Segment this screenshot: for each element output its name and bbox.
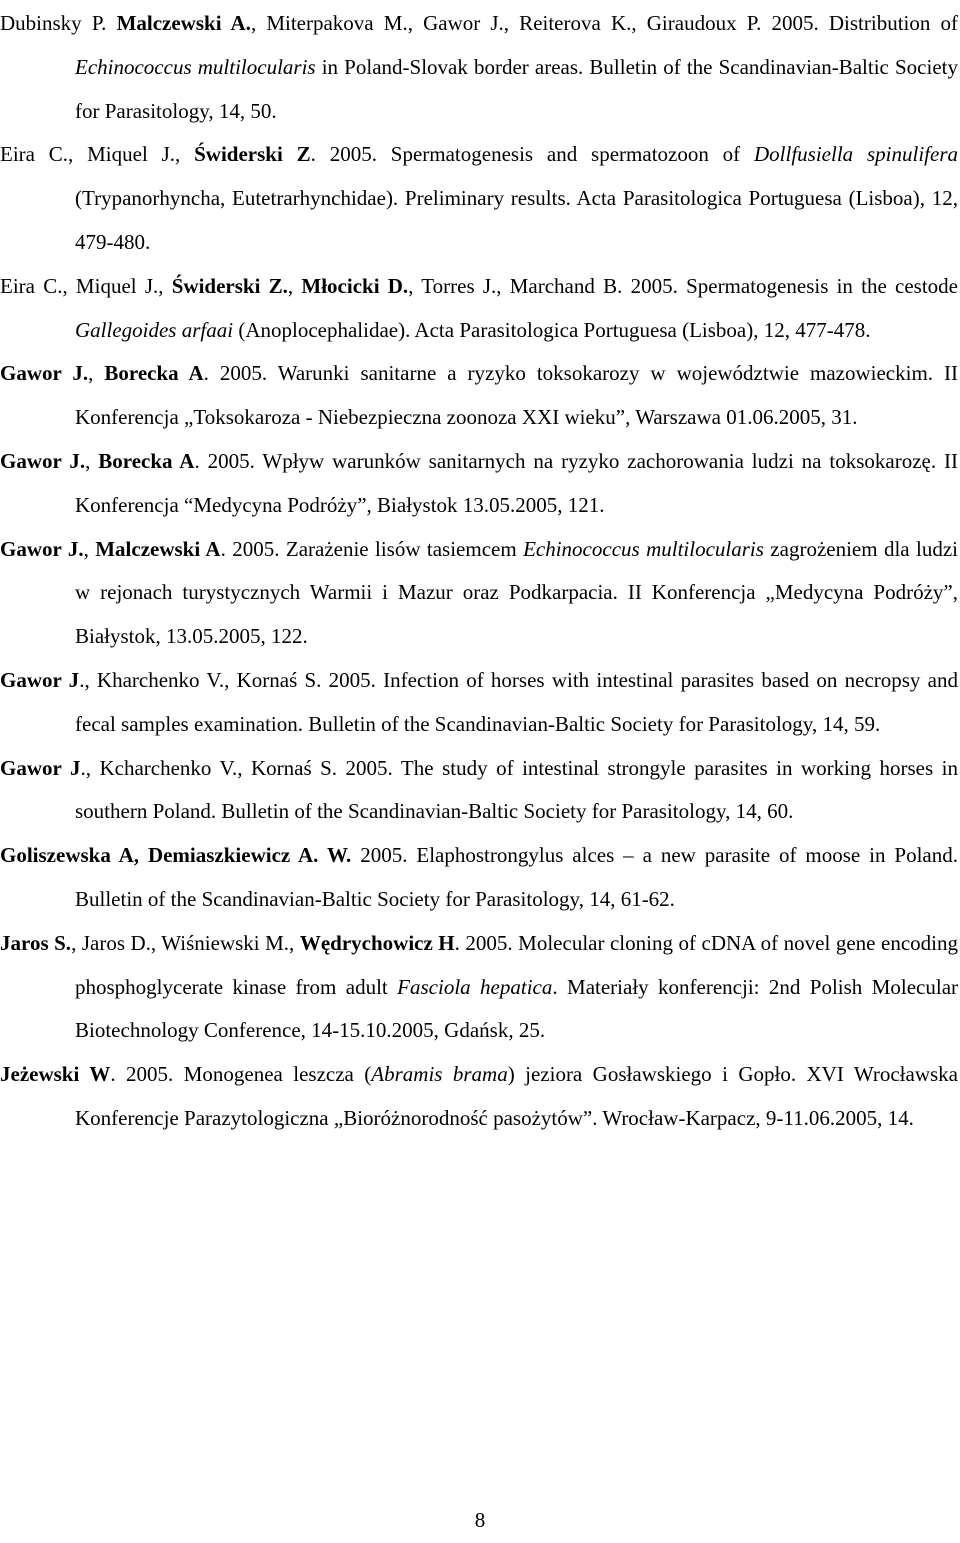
species-name: Fasciola hepatica	[397, 974, 553, 999]
author-name: Gawor J.	[0, 361, 89, 386]
reference-text: ,	[83, 536, 96, 561]
reference-text: . 2005. Molecular cloning of cDNA of novel gene encoding phosphoglycerate kinase from adult	[75, 930, 958, 999]
author-name: Świderski Z	[194, 142, 311, 167]
reference-text: . 2005. Monogenea leszcza (	[110, 1062, 372, 1087]
reference-text: ) jeziora Gosławskiego i Gopło. XVI Wrocławska Konferencje Parazytologiczna „Bioróżnorodność pasożytów”. Wrocław-Karpacz, 9-11.06.2005, 14.	[75, 1062, 958, 1130]
reference-list	[0, 2, 958, 1141]
reference-text: in Poland-Slovak border areas. Bulletin of the Scandinavian-Baltic Society for Parasitology, 14, 50.	[75, 54, 958, 123]
author-name: Borecka A	[98, 448, 195, 473]
author-name: Wędrychowicz H	[299, 930, 455, 955]
author-name: Gawor J	[0, 667, 80, 692]
species-name: Dollfusiella spinulifera	[754, 142, 958, 167]
reference-text: ,	[88, 361, 105, 386]
reference-entry	[0, 2, 958, 133]
reference-entry	[0, 1053, 958, 1141]
reference-entry	[0, 265, 958, 353]
reference-entry	[0, 133, 958, 264]
reference-text: . 2005. Wpływ warunków sanitarnych na ryzyko zachorowania ludzi na toksokarozę. II Konferencja “Medycyna Podróży”, Białystok 13.05.2005, 121.	[75, 448, 959, 517]
reference-text: 2005. Elaphostrongylus alces – a new parasite of moose in Poland. Bulletin of the Scandinavian-Baltic Society for Parasitology, 14, 61-62.	[75, 843, 958, 911]
reference-entry	[0, 440, 958, 528]
reference-text: (Trypanorhyncha, Eutetrarhynchidae). Preliminary results. Acta Parasitologica Portuguesa (Lisboa), 12, 479-480.	[75, 186, 958, 254]
author-name: Goliszewska A, Demiaszkiewicz A. W.	[0, 843, 352, 868]
reference-text: , Jaros D., Wiśniewski M.,	[71, 930, 300, 955]
author-name: Gawor J	[0, 755, 81, 780]
reference-text: ., Kharchenko V., Kornaś S. 2005. Infection of horses with intestinal parasites based on necropsy and fecal samples examination. Bulletin of the Scandinavian-Baltic Society for Parasitology, 14, 59.	[75, 667, 958, 736]
species-name: Echinococcus multilocularis	[523, 536, 764, 561]
reference-entry	[0, 528, 958, 659]
reference-text: , Torres J., Marchand B. 2005. Spermatogenesis in the cestode	[408, 273, 959, 298]
reference-entry	[0, 922, 958, 1053]
reference-entry	[0, 747, 958, 835]
reference-text: Dubinsky P.	[0, 11, 117, 35]
author-name: Jeżewski W	[0, 1062, 111, 1087]
author-name: Gawor J.	[0, 536, 84, 561]
reference-text: ., Kcharchenko V., Kornaś S. 2005. The study of intestinal strongyle parasites in working horses in southern Poland. Bulletin of the Scandinavian-Baltic Society for Parasitology, 14, 60.	[75, 755, 958, 824]
author-name: Gawor J.	[0, 448, 86, 473]
author-name: Świderski Z.	[171, 273, 288, 298]
reference-text: , Miterpakova M., Gawor J., Reiterova K., Giraudoux P. 2005. Distribution of	[250, 11, 958, 35]
species-name: Gallegoides arfaai	[75, 317, 234, 342]
reference-text: Eira C., Miquel J.,	[0, 273, 172, 298]
reference-text: . 2005. Warunki sanitarne a ryzyko toksokarozy w województwie mazowieckim. II Konferencja „Toksokaroza - Niebezpieczna zoonoza XXI wieku”, Warszawa 01.06.2005, 31.	[75, 361, 959, 430]
species-name: Abramis brama	[371, 1062, 508, 1087]
reference-entry	[0, 352, 958, 440]
reference-text: ,	[85, 448, 99, 473]
reference-text: . 2005. Spermatogenesis and spermatozoon of	[310, 142, 754, 167]
author-name: Malczewski A.	[116, 11, 251, 35]
reference-text: ,	[287, 273, 302, 298]
author-name: Młocicki D.	[301, 273, 409, 298]
author-name: Borecka A	[104, 361, 204, 386]
reference-entry	[0, 834, 958, 922]
reference-text: . Materiały konferencji: 2nd Polish Molecular Biotechnology Conference, 14-15.10.2005, Gdańsk, 25.	[75, 974, 959, 1043]
reference-text: Eira C., Miquel J.,	[0, 142, 195, 167]
species-name: Echinococcus multilocularis	[75, 54, 316, 79]
reference-entry	[0, 659, 958, 747]
reference-text: (Anoplocephalidae). Acta Parasitologica Portuguesa (Lisboa), 12, 477-478.	[233, 317, 871, 342]
author-name: Jaros S.	[0, 930, 72, 955]
reference-text: . 2005. Zarażenie lisów tasiemcem	[220, 536, 524, 561]
author-name: Malczewski A	[95, 536, 221, 561]
page-number: 8	[474, 1508, 486, 1532]
reference-text: zagrożeniem dla ludzi w rejonach turystycznych Warmii i Mazur oraz Podkarpacia. II Konferencja „Medycyna Podróży”, Białystok, 13.05.2005, 122.	[75, 536, 958, 649]
